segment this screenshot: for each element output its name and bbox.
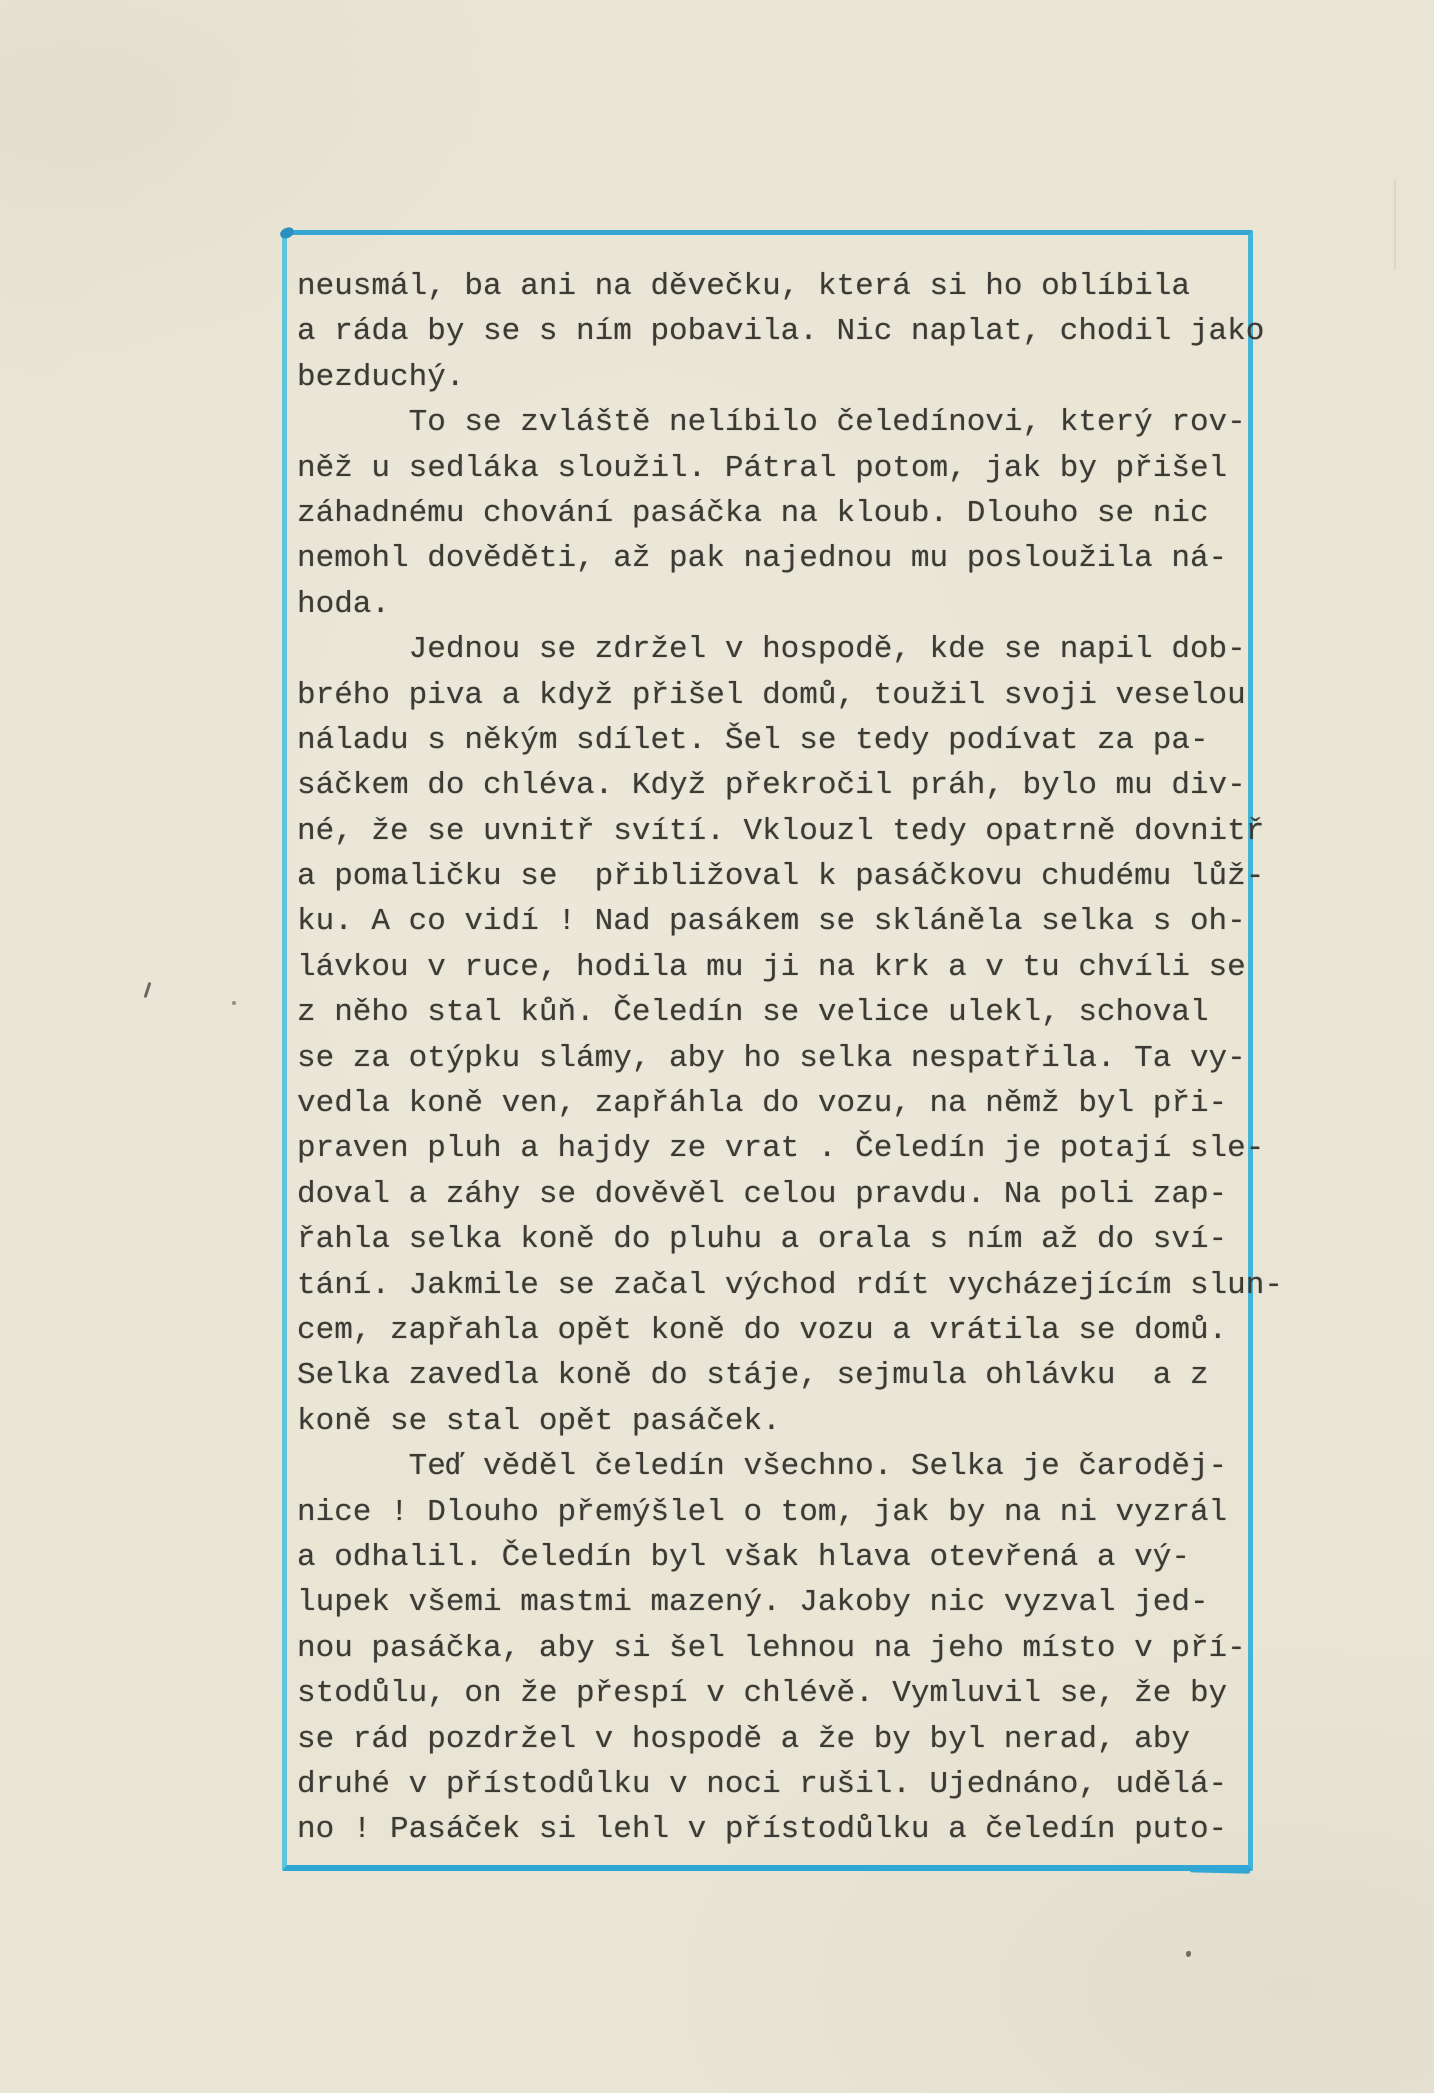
paper-crease xyxy=(1394,180,1396,270)
text-line: To se zvláště nelíbilo čeledínovi, který rov- xyxy=(297,405,1246,441)
text-line: vedla koně ven, zapřáhla do vozu, na němž byl při- xyxy=(297,1086,1228,1122)
text-line: hoda. xyxy=(297,586,391,622)
text-line: se rád pozdržel v hospodě a že by byl nerad, aby xyxy=(297,1721,1190,1757)
text-line: tání. Jakmile se začal východ rdít vycházejícím slun- xyxy=(297,1267,1283,1303)
text-line: řahla selka koně do pluhu a orala s ním až do sví- xyxy=(297,1222,1228,1258)
text-line: se za otýpku slámy, aby ho selka nespatřila. Ta vy- xyxy=(297,1040,1246,1076)
text-line: brého piva a když přišel domů, toužil svoji veselou xyxy=(297,677,1246,713)
text-line: koně se stal opět pasáček. xyxy=(297,1403,781,1439)
text-line: a pomaličku se přibližoval k pasáčkovu chudému lůž- xyxy=(297,859,1265,895)
text-line: stodůlu, on že přespí v chlévě. Vymluvil se, že by xyxy=(297,1676,1228,1712)
text-line: a ráda by se s ním pobavila. Nic naplat, chodil jako xyxy=(297,314,1265,350)
text-line: no ! Pasáček si lehl v přístodůlku a čeledín puto- xyxy=(297,1812,1228,1848)
text-line: doval a záhy se dověvěl celou pravdu. Na poli zap- xyxy=(297,1176,1228,1212)
text-line: bezduchý. xyxy=(297,359,465,395)
text-line: neusmál, ba ani na děvečku, která si ho oblíbila xyxy=(297,269,1190,304)
text-line: lávkou v ruce, hodila mu ji na krk a v tu chvíli se xyxy=(297,949,1246,985)
text-line: Selka zavedla koně do stáje, sejmula ohlávku a z xyxy=(297,1358,1209,1394)
text-line: záhadnému chování pasáčka na kloub. Dlouho se nic xyxy=(297,495,1209,531)
text-line: né, že se uvnitř svítí. Vklouzl tedy opatrně dovnitř xyxy=(297,813,1265,849)
text-line: ku. A co vidí ! Nad pasákem se skláněla selka s oh- xyxy=(297,904,1246,940)
text-line: Teď věděl čeledín všechno. Selka je čaroděj- xyxy=(297,1449,1228,1485)
text-block xyxy=(297,264,1357,1853)
text-line: něž u sedláka sloužil. Pátral potom, jak by přišel xyxy=(297,450,1228,486)
text-line: sáčkem do chléva. Když překročil práh, bylo mu div- xyxy=(297,768,1246,804)
text-line: praven pluh a hajdy ze vrat . Čeledín je potají sle- xyxy=(297,1131,1265,1167)
text-line: nemohl dověděti, až pak najednou mu posloužila ná- xyxy=(297,541,1228,577)
text-line: cem, zapřahla opět koně do vozu a vrátila se domů. xyxy=(297,1312,1228,1348)
text-line: lupek všemi mastmi mazený. Jakoby nic vyzval jed- xyxy=(297,1585,1209,1621)
text-line: nice ! Dlouho přemýšlel o tom, jak by na ni vyzrál xyxy=(297,1494,1228,1530)
stray-ink-speck xyxy=(1186,1951,1191,1957)
stray-ink-mark xyxy=(144,982,152,998)
text-line: Jednou se zdržel v hospodě, kde se napil dob- xyxy=(297,632,1246,668)
text-line: a odhalil. Čeledín byl však hlava otevřená a vý- xyxy=(297,1539,1190,1575)
text-line: druhé v přístodůlku v noci rušil. Ujednáno, udělá- xyxy=(297,1766,1228,1802)
stray-ink-speck xyxy=(232,1001,236,1005)
text-line: z něho stal kůň. Čeledín se velice ulekl, schoval xyxy=(297,995,1209,1031)
text-line: náladu s někým sdílet. Šel se tedy podívat za pa- xyxy=(297,722,1209,758)
text-line: nou pasáčka, aby si šel lehnou na jeho místo v pří- xyxy=(297,1630,1246,1666)
